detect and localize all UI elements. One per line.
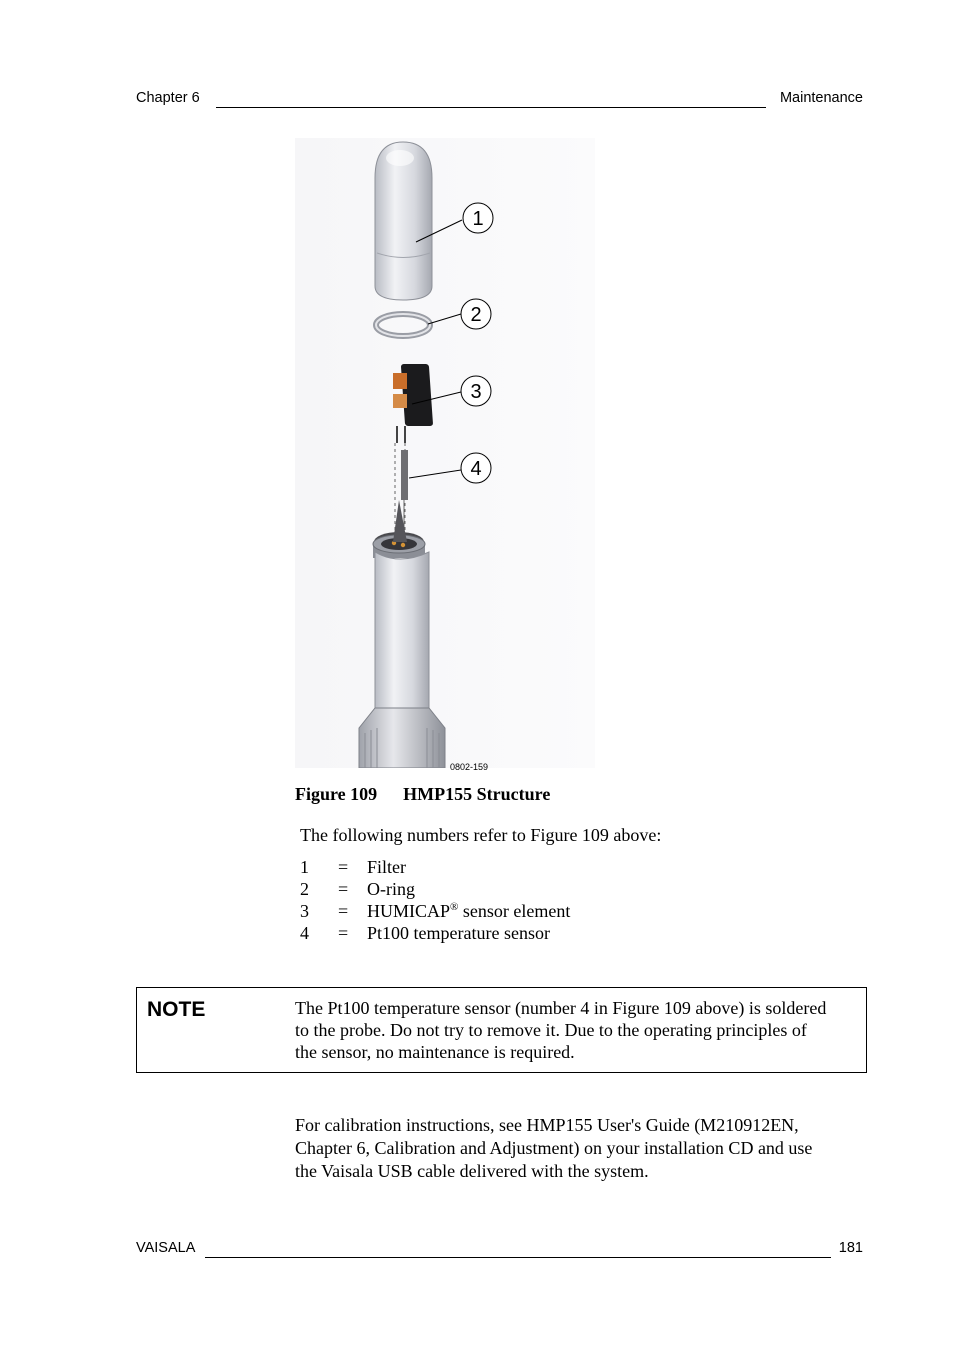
page-footer	[136, 1240, 863, 1260]
callout-1	[463, 203, 493, 233]
legend-description-suffix: sensor element	[458, 901, 571, 921]
legend-description: Pt100 temperature sensor	[367, 923, 550, 943]
callout-4-label: 4	[470, 458, 482, 480]
callout-4	[461, 453, 491, 483]
note-line: to the probe. Do not try to remove it. Due to the operating principles of	[295, 1020, 807, 1040]
legend-number: 3	[300, 901, 309, 921]
legend-equals: =	[338, 901, 349, 921]
section-label: Maintenance	[779, 90, 863, 106]
filter-part	[375, 142, 432, 300]
intro-text: The following numbers refer to Figure 109 above:	[300, 825, 662, 845]
figure-number: Figure 109	[295, 784, 378, 804]
registered-mark: ®	[450, 901, 459, 913]
company-name: VAISALA	[136, 1240, 196, 1256]
legend-number: 4	[300, 923, 309, 943]
callout-3	[461, 376, 491, 406]
hmp155-exploded-illustration	[295, 138, 595, 768]
legend-equals: =	[338, 923, 349, 943]
page-number: 181	[838, 1240, 863, 1256]
legend-number: 2	[300, 879, 309, 899]
legend-number: 1	[300, 857, 309, 877]
figure-background	[295, 138, 595, 768]
figure-title: HMP155 Structure	[403, 784, 551, 804]
header-rule	[216, 107, 766, 108]
note-label: NOTE	[147, 998, 206, 1021]
paragraph-line: For calibration instructions, see HMP155 User's Guide (M210912EN,	[295, 1115, 799, 1135]
paragraph-line: Chapter 6, Calibration and Adjustment) on your installation CD and use	[295, 1138, 813, 1158]
hmp155-figure	[295, 138, 595, 778]
note-box	[136, 987, 867, 1073]
legend-equals: =	[338, 879, 349, 899]
footer-rule	[205, 1257, 831, 1258]
callout-2	[461, 299, 491, 329]
figure-image-id: 0802-159	[450, 762, 489, 772]
legend-description	[367, 901, 570, 922]
callout-2-label: 2	[470, 304, 482, 326]
legend-description: Filter	[367, 857, 406, 877]
note-line: the sensor, no maintenance is required.	[295, 1042, 575, 1062]
note-body	[295, 997, 865, 1063]
legend-description: O-ring	[367, 879, 415, 899]
paragraph-line: the Vaisala USB cable delivered with the system.	[295, 1161, 649, 1181]
legend-description-main: HUMICAP	[367, 901, 451, 921]
callout-3-label: 3	[470, 381, 482, 403]
callout-1-label: 1	[472, 208, 484, 230]
chapter-label: Chapter 6	[136, 90, 200, 106]
note-line: The Pt100 temperature sensor (number 4 in Figure 109 above) is soldered	[295, 998, 827, 1018]
calibration-paragraph	[295, 1114, 865, 1183]
legend-equals: =	[338, 857, 349, 877]
figure-caption	[295, 784, 550, 805]
page-header	[136, 90, 863, 110]
